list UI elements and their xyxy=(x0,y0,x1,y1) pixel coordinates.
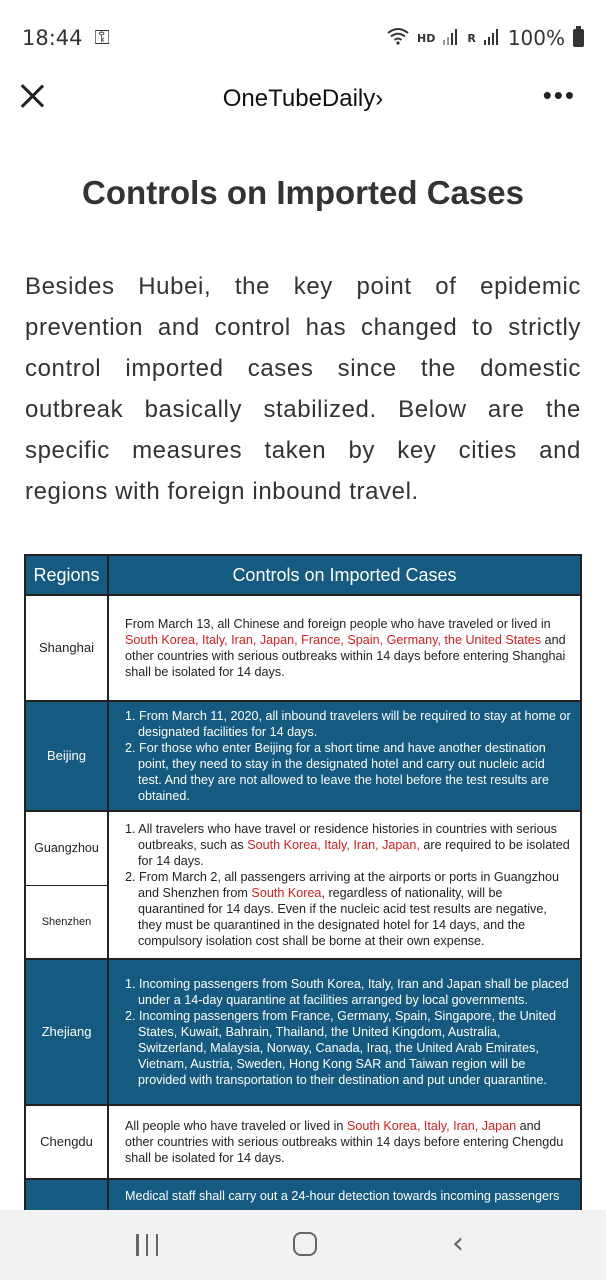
controls-shanghai xyxy=(109,596,580,700)
table-row-guangzhou-shenzhen xyxy=(26,810,580,958)
account-name: OneTubeDaily xyxy=(222,85,376,112)
region-zhejiang: Zhejiang xyxy=(26,960,109,1104)
controls-guangzhou xyxy=(109,812,580,958)
controls-zhejiang xyxy=(109,960,580,1104)
network-type-label: HD xyxy=(416,31,436,45)
guangzhou-item-1: 1. All travelers who have travel or residence histories in countries with serious outbreaks, such as South Korea, Italy, Iran, Japan, are required to be isolated for 14 days. xyxy=(125,822,570,868)
region-stack xyxy=(26,812,109,958)
table-row-beijing xyxy=(26,700,580,810)
battery-percent: 100% xyxy=(507,26,565,50)
chevron-right-icon: › xyxy=(375,85,384,112)
status-icons xyxy=(387,26,584,50)
region-beijing: Beijing xyxy=(26,702,109,810)
signal-icon-2 xyxy=(484,26,500,50)
roaming-label: R xyxy=(467,31,476,45)
imported-cases-table xyxy=(24,554,582,1240)
article-paragraph: Besides Hubei, the key point of epidemic prevention and control has changed to strictly control imported cases since the domestic outbreak basically stabilized. Below are the specific measures taken by key cities and regions with foreign inbound travel. xyxy=(25,273,581,505)
table-row-shanghai xyxy=(26,594,580,700)
article-title: Controls on Imported Cases xyxy=(82,174,524,211)
region-chengdu: Chengdu xyxy=(26,1106,109,1178)
table-header-row xyxy=(26,556,580,594)
controls-beijing xyxy=(109,702,580,810)
controls-shanghai-text: From March 13, all Chinese and foreign people who have traveled or lived in South Korea, Italy, Iran, Japan, France, Spain, Germany, the United States and other countries with serious outbreaks within 14 days before entering Shanghai shall be isolated for 14 days. xyxy=(125,617,566,679)
region-guangzhou: Guangzhou xyxy=(34,841,99,856)
beijing-item-2: 2. For those who enter Beijing for a short time and have another destination point, they need to stay in the designated hotel and carry out nucleic acid test. And they are not allowed to leave the hotel before the test results are obtained. xyxy=(125,741,549,803)
controls-chengdu-text: All people who have traveled or lived in South Korea, Italy, Iran, Japan and other countries with serious outbreaks within 14 days before entering Chengdu shall be isolated for 14 days. xyxy=(125,1119,564,1165)
system-navigation-bar xyxy=(0,1210,606,1280)
zhejiang-item-1: 1. Incoming passengers from South Korea, Italy, Iran and Japan shall be placed under a 14-day quarantine at facilities arranged by local governments. xyxy=(125,977,569,1007)
signal-icon xyxy=(443,26,459,50)
recent-apps-icon[interactable] xyxy=(136,1234,158,1256)
controls-chengdu xyxy=(109,1106,580,1178)
header-regions: Regions xyxy=(26,556,109,594)
key-icon: ⚿ xyxy=(94,26,110,49)
table-row-chengdu xyxy=(26,1104,580,1178)
zhejiang-item-2: 2. Incoming passengers from France, Germany, Spain, Singapore, the United States, Kuwait, Bahrain, Thailand, the United Kingdom, Australia, Switzerland, Malaysia, Norway, Canada, Iraq, the United Arab Emirates, Vietnam, Austria, Sweden, Hong Kong SAR and Taiwan region will be provided with transportation to their destination and put under quarantine. xyxy=(125,1009,556,1087)
status-time: 18:44 xyxy=(22,26,83,50)
controls-partial: Medical staff shall carry out a 24-hour detection towards incoming passengers xyxy=(125,1189,560,1203)
account-title-link[interactable] xyxy=(0,85,606,113)
table-row-zhejiang xyxy=(26,958,580,1104)
wifi-icon xyxy=(387,26,409,50)
beijing-item-1: 1. From March 11, 2020, all inbound travelers will be required to stay at home or designated facilities for 14 days. xyxy=(125,709,571,739)
region-shanghai: Shanghai xyxy=(26,596,109,700)
guangzhou-item-2: 2. From March 2, all passengers arriving at the airports or ports in Guangzhou and Shenzhen from South Korea, regardless of nationality, will be quarantined for 14 days. Even if the nucleic acid test results are negative, they must be quarantined in the designated hotel for 14 days, and the compulsory isolation cost shall be borne at their own expense. xyxy=(125,870,559,948)
region-shenzhen: Shenzhen xyxy=(26,885,107,959)
battery-icon xyxy=(573,29,584,47)
status-bar xyxy=(0,0,606,76)
nav-bar xyxy=(0,76,606,122)
home-icon[interactable] xyxy=(293,1232,317,1256)
back-icon[interactable]: ‹ xyxy=(452,1226,464,1261)
more-options-icon[interactable]: ••• xyxy=(542,80,576,110)
header-controls: Controls on Imported Cases xyxy=(232,565,457,585)
